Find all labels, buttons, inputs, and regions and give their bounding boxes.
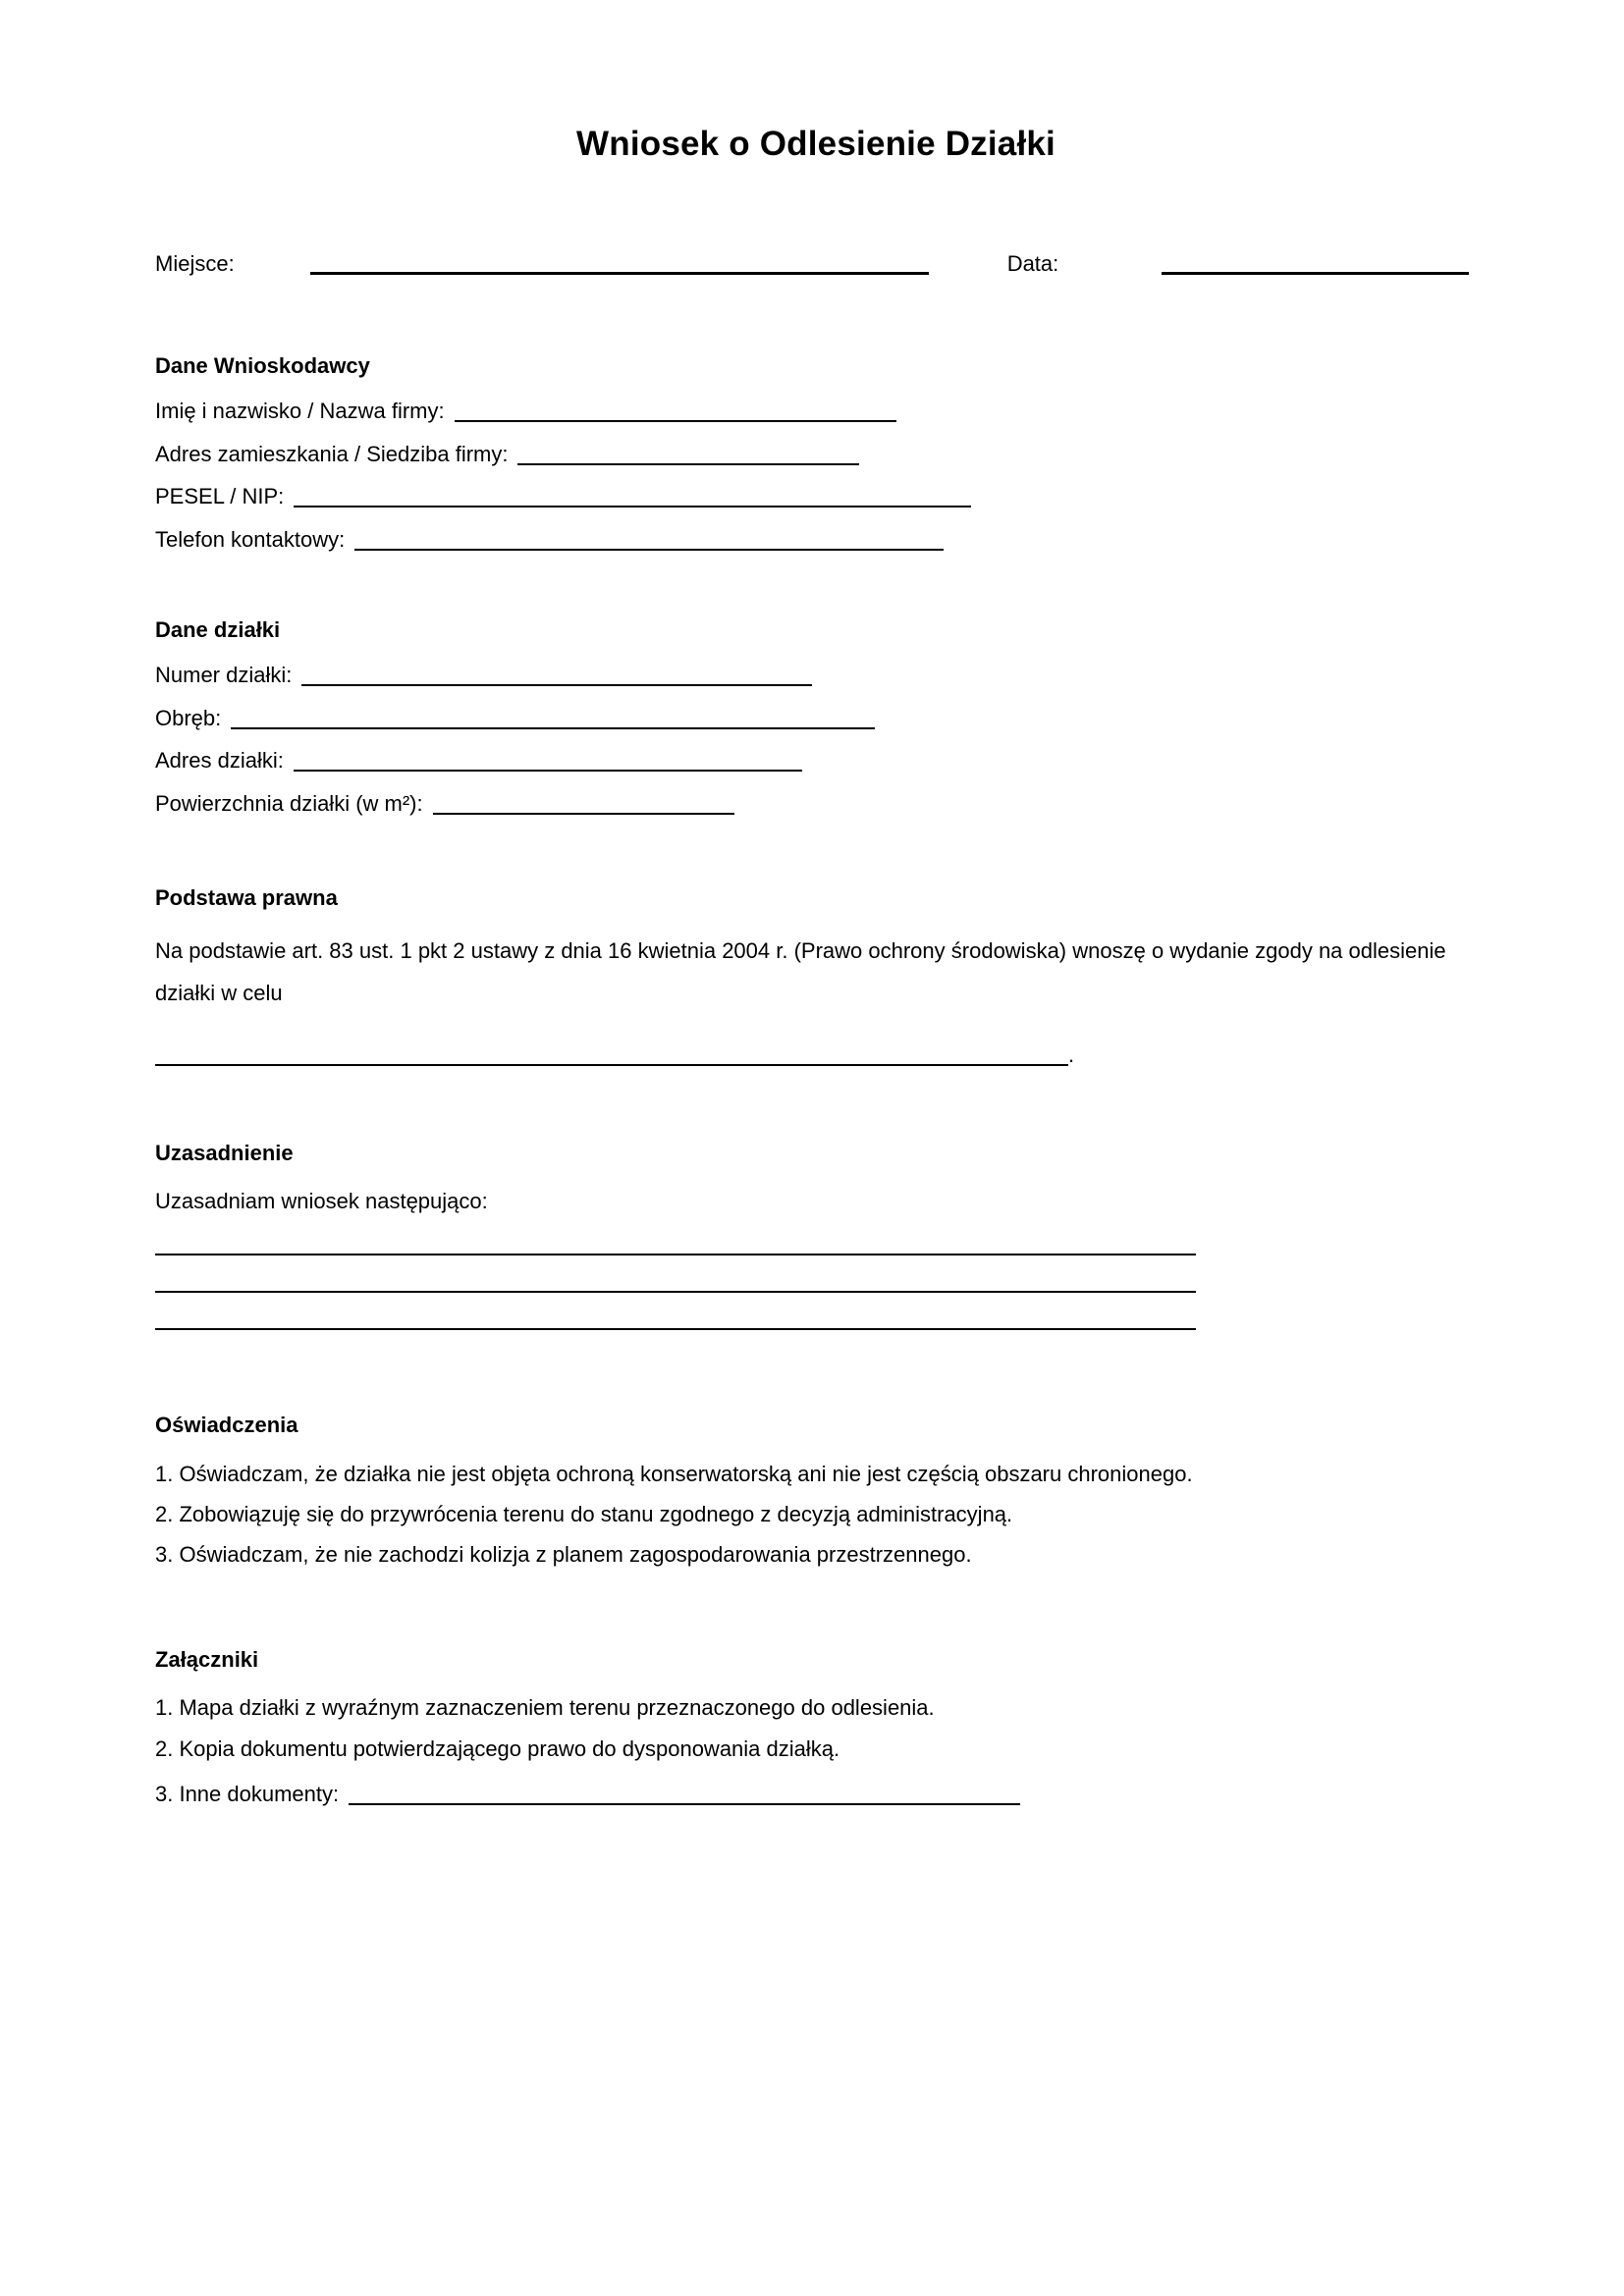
other-documents-blank-line <box>349 1803 1020 1805</box>
page-title: Wniosek o Odlesienie Działki <box>576 125 1056 163</box>
field-label-plot-area: Powierzchnia działki (w m²): <box>155 790 423 816</box>
other-documents-label: 3. Inne dokumenty: <box>155 1781 340 1806</box>
declaration-item-3: 3. Oświadczam, że nie zachodzi kolizja z planem zagospodarowania przestrzennego. <box>155 1542 972 1568</box>
section-heading-attachments: Załączniki <box>155 1646 259 1672</box>
attachment-item-1: 1. Mapa działki z wyraźnym zaznaczeniem terenu przeznaczonego do odlesienia. <box>155 1695 935 1721</box>
field-row-plot-number <box>155 663 1477 688</box>
purpose-blank-row <box>155 1042 1477 1068</box>
field-label-name: Imię i nazwisko / Nazwa firmy: <box>155 399 445 424</box>
field-blank-line-precinct <box>231 727 875 729</box>
attachment-item-2: 2. Kopia dokumentu potwierdzającego prawo do dysponowania działką. <box>155 1735 840 1761</box>
section-applicant-data <box>155 353 1477 553</box>
justification-blank-line-1 <box>155 1218 1196 1255</box>
field-label-plot-number: Numer działki: <box>155 663 293 688</box>
section-heading-declarations: Oświadczenia <box>155 1413 298 1438</box>
field-label-address: Adres zamieszkania / Siedziba firmy: <box>155 441 509 466</box>
field-label-pesel-nip: PESEL / NIP: <box>155 484 285 509</box>
section-heading-applicant: Dane Wnioskodawcy <box>155 353 370 378</box>
section-attachments <box>155 1647 1477 1808</box>
field-blank-line-plot-number <box>301 684 812 686</box>
justification-blank-lines <box>155 1218 1477 1330</box>
section-heading-justification: Uzasadnienie <box>155 1141 294 1166</box>
field-row-plot-address <box>155 748 1477 774</box>
declaration-item-2: 2. Zobowiązuję się do przywrócenia terenu do stanu zgodnego z decyzją administracyjną. <box>155 1502 1013 1527</box>
place-date-row <box>155 251 1477 277</box>
field-blank-line-name <box>455 420 896 422</box>
legal-basis-paragraph: Na podstawie art. 83 ust. 1 pkt 2 ustawy z dnia 16 kwietnia 2004 r. (Prawo ochrony środowiska) wnoszę o wydanie zgody na odlesienie działki w celu <box>155 938 1446 1006</box>
section-legal-basis <box>155 885 1477 1069</box>
purpose-line-period: . <box>1068 1042 1075 1068</box>
place-label: Miejsce: <box>155 251 235 276</box>
date-blank-line <box>1162 272 1469 275</box>
field-blank-line-pesel-nip <box>294 506 971 507</box>
section-justification <box>155 1141 1477 1330</box>
field-row-precinct <box>155 706 1477 731</box>
field-blank-line-plot-address <box>294 770 802 772</box>
field-row-plot-area <box>155 791 1477 817</box>
field-blank-line-address <box>517 463 859 465</box>
field-label-phone: Telefon kontaktowy: <box>155 526 346 552</box>
place-blank-line <box>310 272 929 275</box>
section-declarations <box>155 1413 1477 1569</box>
field-row-pesel-nip <box>155 484 1477 509</box>
attachment-item-3-row <box>155 1782 1477 1807</box>
justification-blank-line-2 <box>155 1255 1196 1293</box>
section-plot-data <box>155 617 1477 817</box>
field-row-phone <box>155 527 1477 553</box>
declaration-item-1: 1. Oświadczam, że działka nie jest objęta ochroną konserwatorską ani nie jest częścią obszaru chronionego. <box>155 1461 1193 1486</box>
field-label-plot-address: Adres działki: <box>155 748 284 774</box>
field-row-name <box>155 399 1477 424</box>
justification-blank-line-3 <box>155 1293 1196 1330</box>
document-content <box>0 124 1624 1807</box>
justification-intro: Uzasadniam wniosek następująco: <box>155 1188 488 1213</box>
field-label-precinct: Obręb: <box>155 705 222 730</box>
date-label: Data: <box>1006 251 1059 276</box>
field-row-address <box>155 442 1477 467</box>
section-heading-plot: Dane działki <box>155 616 281 642</box>
section-heading-legal: Podstawa prawna <box>155 884 338 910</box>
purpose-blank-line <box>155 1064 1068 1066</box>
field-blank-line-phone <box>354 549 944 551</box>
field-blank-line-plot-area <box>433 813 734 815</box>
